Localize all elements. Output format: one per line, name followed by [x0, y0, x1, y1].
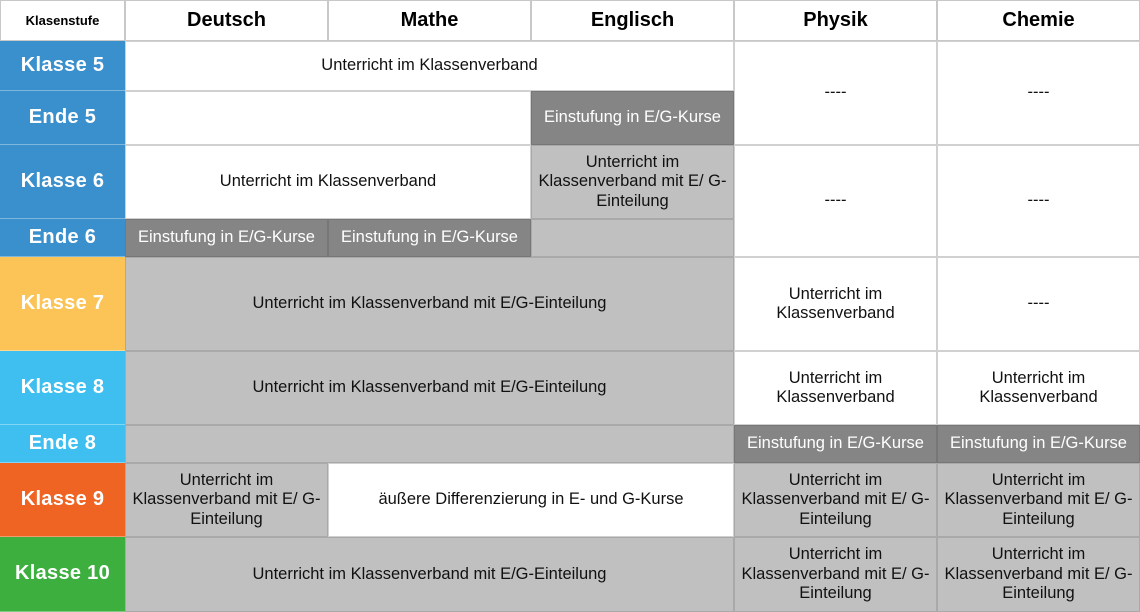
- header-mathe: Mathe: [328, 0, 531, 41]
- row-label-ende-8: Ende 8: [0, 425, 125, 463]
- k10-chemie-cell: Unterricht im Klassenverband mit E/ G-Einteilung: [937, 537, 1140, 612]
- header-deutsch: Deutsch: [125, 0, 328, 41]
- e8-main-empty: [125, 425, 734, 463]
- k8-chemie-cell: Unterricht im Klassenverband: [937, 351, 1140, 425]
- e5-englisch-cell: Einstufung in E/G-Kurse: [531, 91, 734, 145]
- k10-physik-cell: Unterricht im Klassenverband mit E/ G-Einteilung: [734, 537, 937, 612]
- e6-deutsch-cell: Einstufung in E/G-Kurse: [125, 219, 328, 257]
- k8-main-cell: Unterricht im Klassenverband mit E/G-Einteilung: [125, 351, 734, 425]
- e8-physik-cell: Einstufung in E/G-Kurse: [734, 425, 937, 463]
- row-label-klasse-6: Klasse 6: [0, 145, 125, 219]
- k7-main-cell: Unterricht im Klassenverband mit E/G-Einteilung: [125, 257, 734, 351]
- header-physik: Physik: [734, 0, 937, 41]
- e6-mathe-cell: Einstufung in E/G-Kurse: [328, 219, 531, 257]
- k7-physik-cell: Unterricht im Klassenverband: [734, 257, 937, 351]
- k9-physik-cell: Unterricht im Klassenverband mit E/ G-Einteilung: [734, 463, 937, 537]
- row-label-klasse-7: Klasse 7: [0, 257, 125, 351]
- row-label-ende-6: Ende 6: [0, 219, 125, 257]
- e5-deutsch-mathe-empty: [125, 91, 531, 145]
- e6-englisch-empty: [531, 219, 734, 257]
- k9-chemie-cell: Unterricht im Klassenverband mit E/ G-Einteilung: [937, 463, 1140, 537]
- k8-physik-cell: Unterricht im Klassenverband: [734, 351, 937, 425]
- header-englisch: Englisch: [531, 0, 734, 41]
- row-label-klasse-5: Klasse 5: [0, 41, 125, 91]
- k9-deutsch-cell: Unterricht im Klassenverband mit E/ G-Einteilung: [125, 463, 328, 537]
- k6-chemie-cell: ----: [937, 145, 1140, 257]
- k5-main-cell: Unterricht im Klassenverband: [125, 41, 734, 91]
- k6-main-cell: Unterricht im Klassenverband: [125, 145, 531, 219]
- row-label-klasse-9: Klasse 9: [0, 463, 125, 537]
- e8-chemie-cell: Einstufung in E/G-Kurse: [937, 425, 1140, 463]
- k6-englisch-cell: Unterricht im Klassenverband mit E/ G-Einteilung: [531, 145, 734, 219]
- header-chemie: Chemie: [937, 0, 1140, 41]
- k7-chemie-cell: ----: [937, 257, 1140, 351]
- k9-mathe-englisch-cell: äußere Differenzierung in E- und G-Kurse: [328, 463, 734, 537]
- k5-physik-cell: ----: [734, 41, 937, 145]
- row-label-klasse-8: Klasse 8: [0, 351, 125, 425]
- k6-physik-cell: ----: [734, 145, 937, 257]
- k10-main-cell: Unterricht im Klassenverband mit E/G-Einteilung: [125, 537, 734, 612]
- row-label-klasse-10: Klasse 10: [0, 537, 125, 612]
- header-grade-level: Klasenstufe: [0, 0, 125, 41]
- k5-chemie-cell: ----: [937, 41, 1140, 145]
- row-label-ende-5: Ende 5: [0, 91, 125, 145]
